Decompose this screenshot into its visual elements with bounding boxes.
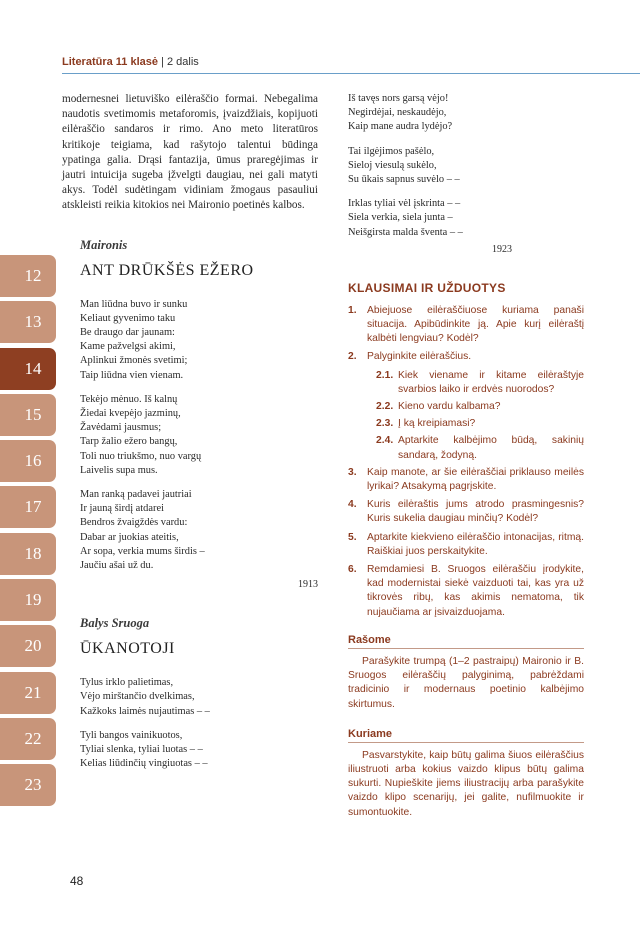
poem-line: Aplinkui žmonės svetimi;: [80, 355, 188, 367]
poem2-year: 1923: [492, 243, 512, 255]
poem-line: Kame pažvelgsi akimi,: [80, 341, 176, 353]
poem-line: Man liūdna buvo ir sunku: [80, 298, 188, 310]
chapter-tab-12[interactable]: 12: [0, 255, 56, 297]
question-text: Remdamiesi B. Sruogos eilėraščiu įrodykite, kad modernistai siekė vaizduoti tai, kas yra už tikrovės ribų, kas akimis nematoma, tik nujaučiama ar įsivaizduojama.: [367, 564, 584, 618]
subquestion-item: [376, 400, 584, 414]
chapter-tab-21[interactable]: 21: [0, 672, 56, 714]
poem1-body: [80, 298, 318, 574]
question-number: 6.: [348, 564, 357, 576]
poem-line: Tyliai slenka, tyliai luotas – –: [80, 744, 203, 756]
poem2-body-start: [80, 676, 318, 771]
subquestion-text: Kieno vardu kalbama?: [398, 401, 501, 413]
poem1-author: Maironis: [80, 237, 128, 252]
poem-line: Vėjo mirštančio dvelkimas,: [80, 691, 195, 703]
question-item: [348, 498, 584, 526]
poem-line: Tai ilgėjimos pašėlo,: [348, 145, 435, 157]
poem-line: Tylus irklo palietimas,: [80, 677, 174, 689]
poem-stanza: [80, 729, 318, 772]
subquestion-text: Aptarkite kalbėjimo būdą, sakinių sandarą, žodyną.: [398, 435, 584, 461]
poem-stanza: [80, 676, 318, 719]
book-part: 2 dalis: [167, 56, 199, 68]
chapter-tab-22[interactable]: 22: [0, 718, 56, 760]
chapter-tab-17[interactable]: 17: [0, 486, 56, 528]
subquestion-number: 2.4.: [376, 435, 394, 447]
question-number: 4.: [348, 499, 357, 511]
poem-line: Jaučiu ašai už du.: [80, 560, 154, 572]
poem1-year: 1913: [298, 579, 318, 591]
question-item: [348, 350, 584, 364]
subquestion-item: [376, 434, 584, 462]
poem-line: Negirdėjai, neskaudėjo,: [348, 107, 447, 119]
poem-stanza: [348, 145, 584, 188]
poem-line: Tyli bangos vainikuotos,: [80, 729, 183, 741]
poem-line: Be draugo dar jaunam:: [80, 327, 175, 339]
creating-text: Pasvarstykite, kaip būtų galima šiuos eilėraščius iliustruoti arba kokius vaizdo klipus būtų galima sukurti. Nupieškite jiems iliustracijų arba parašykite vaizdo klipo scenarijų, jei galite, nufilmuokite ir sumontuokite.: [348, 749, 584, 818]
poem-line: Toli nuo triukšmo, nuo vargų: [80, 450, 202, 462]
poem-line: Tekėjo mėnuo. Iš kalnų: [80, 393, 178, 405]
subquestion-item: [376, 417, 584, 431]
subquestion-text: Kiek viename ir kitame eilėraštyje svarbios laiko ir erdvės nuorodos?: [398, 369, 584, 395]
poem2-title: ŪKANOTOJI: [80, 640, 175, 658]
poem-line: Dabar ar juokias ateitis,: [80, 531, 179, 543]
poem-stanza: [80, 393, 318, 478]
question-item: [348, 563, 584, 620]
poem-line: Tarp žalio ežero bangų,: [80, 436, 178, 448]
question-text: Kaip manote, ar šie eilėraščiai priklauso meilės lyrikai? Atsakymą pagrįskite.: [367, 466, 584, 493]
poem-line: Irklas tyliai vėl įskrinta – –: [348, 198, 461, 210]
question-number: 2.: [348, 351, 357, 363]
chapter-tab-18[interactable]: 18: [0, 533, 56, 575]
subquestion-number: 2.1.: [376, 369, 394, 381]
chapter-tab-15[interactable]: 15: [0, 394, 56, 436]
poem-line: Žiedai kvepėjo jazminų,: [80, 408, 181, 420]
poem-stanza: [348, 197, 584, 240]
writing-text: Parašykite trumpą (1–2 pastraipų) Maironio ir B. Sruogos eilėraščių palyginimą, pabrėždami tradicinio ir modernaus poetinio kalbėjimo skirtumus.: [348, 655, 584, 710]
page-number: 48: [70, 874, 84, 888]
chapter-tab-16[interactable]: 16: [0, 440, 56, 482]
poem-line: Žavėdami jausmus;: [80, 422, 162, 434]
poem-stanza: [80, 298, 318, 383]
subquestion-item: [376, 369, 584, 397]
header-separator: |: [158, 56, 167, 68]
header-rule: [62, 73, 640, 74]
poem-line: Kažkoks laimės nujautimas – –: [80, 705, 210, 717]
questions-list: [348, 304, 584, 620]
poem-line: Bendros žvaigždės vardu:: [80, 517, 188, 529]
subquestion-number: 2.2.: [376, 401, 394, 413]
chapter-tab-20[interactable]: 20: [0, 625, 56, 667]
poem2-body-end: [348, 92, 584, 240]
left-column: [62, 92, 318, 782]
questions-title: KLAUSIMAI IR UŽDUOTYS: [348, 280, 506, 295]
poem-line: Kelias liūdinčių vingiuotas – –: [80, 758, 208, 770]
poem-line: Siela verkia, siela junta –: [348, 212, 453, 224]
question-number: 1.: [348, 304, 357, 316]
intro-paragraph: modernesnei lietuviško eilėraščio formai. Nebegalima naudotis svetimomis metaforomis, įvaizdžiais, kopijuoti eilėraščio sandaros ir rimo. Ano meto literatūros kritikoje teigiama, kad rašytojo talentui būdinga ypatinga galia. Drąsi fantazija, ūmus praregėjimas ir jautri intuicija sugeba įžvelgti daugiau, nei gali matyti akys. Todėl sudėtingam vidiniam žmogaus pasauliui atskleisti reikia kitokios nei Maironio poetinės kalbos.: [62, 93, 318, 212]
poem-line: Neišgirsta malda šventa – –: [348, 226, 463, 238]
poem-line: Iš tavęs nors garsą vėjo!: [348, 93, 449, 104]
question-text: Palyginkite eilėraščius.: [367, 351, 472, 363]
poem-line: Su ūkais sapnus suvėlo – –: [348, 174, 460, 186]
poem-line: Ar sopa, verkia mums širdis –: [80, 545, 205, 557]
question-item: [348, 466, 584, 494]
poem2-author: Balys Sruoga: [80, 616, 150, 631]
poem-line: Taip liūdna vien vienam.: [80, 369, 184, 381]
chapter-tab-13[interactable]: 13: [0, 301, 56, 343]
subquestion-text: Į ką kreipiamasi?: [398, 418, 476, 430]
poem-line: Man ranką padavei jautriai: [80, 489, 192, 501]
right-column: [348, 92, 584, 820]
poem-line: Kaip mane audra lydėjo?: [348, 121, 453, 133]
poem-line: Sieloj viesulą sukėlo,: [348, 159, 437, 171]
poem-line: Laivelis supa mus.: [80, 464, 158, 476]
subquestion-number: 2.3.: [376, 418, 394, 430]
poem-sruoga: [62, 616, 318, 771]
chapter-tab-19[interactable]: 19: [0, 579, 56, 621]
question-number: 5.: [348, 531, 357, 543]
chapter-tab-23[interactable]: 23: [0, 764, 56, 806]
question-item: [348, 304, 584, 347]
running-header: [62, 56, 199, 68]
question-text: Aptarkite kiekvieno eilėraščio intonacijas, ritmą. Raiškiai juos perskaitykite.: [367, 531, 584, 557]
chapter-tabs: [0, 255, 56, 811]
chapter-tab-14[interactable]: 14: [0, 348, 56, 390]
poem-stanza: [348, 92, 584, 135]
book-title: Literatūra 11 klasė: [62, 56, 159, 68]
poem1-title: ANT DRŪKŠĖS EŽERO: [80, 261, 254, 279]
poem-line: Keliaut gyvenimo taku: [80, 312, 176, 324]
question-text: Abiejuose eilėraščiuose kuriama panaši situacija. Apibūdinkite ją. Apie kurį eilėraštį kalbėti lengviau? Kodėl?: [367, 304, 584, 345]
question-text: Kuris eilėraštis jums atrodo prasmingesnis? Kuris sukelia daugiau minčių? Kodėl?: [367, 499, 584, 525]
question-number: 3.: [348, 466, 357, 478]
creating-title: Kuriame: [348, 728, 584, 743]
poem-line: Ir jauną širdį atdarei: [80, 503, 164, 515]
writing-title: Rašome: [348, 634, 584, 649]
poem-maironis: [62, 238, 318, 591]
poem-stanza: [80, 488, 318, 573]
question-item: [348, 531, 584, 559]
